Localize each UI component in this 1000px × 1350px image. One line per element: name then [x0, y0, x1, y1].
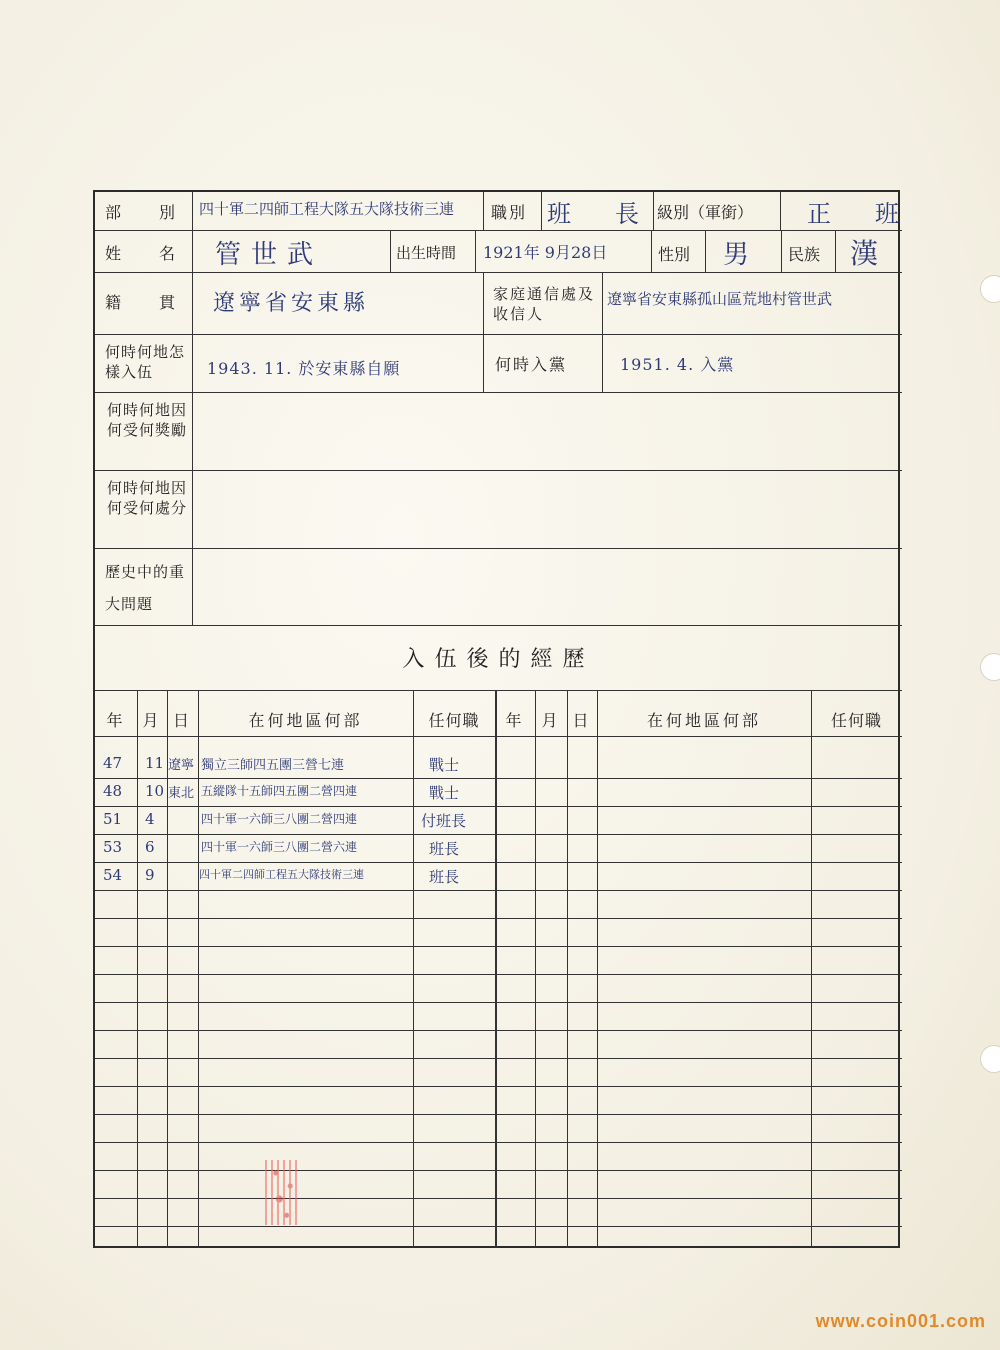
col-position-2: 任何職 — [830, 711, 882, 730]
section-title: 入伍後的經歷 — [402, 647, 595, 672]
row-year: 48 — [103, 782, 123, 800]
row-position: 戰士 — [429, 784, 460, 802]
rank-value: 正 班 — [807, 200, 909, 228]
punch-hole — [980, 653, 1000, 681]
row-place: 獨立三師四五團三營七連 — [201, 758, 345, 773]
row-day: 遼寧 — [168, 758, 195, 773]
sex-label: 性別 — [658, 245, 691, 264]
punish-label: 何時何地因何受何處分 — [106, 479, 187, 517]
row-month: 4 — [145, 810, 155, 828]
ethnic-value: 漢 — [850, 237, 889, 270]
contact-value: 遼寧省安東縣孤山區荒地村管世武 — [607, 290, 833, 308]
history-label: 歷史中的重大問題 — [105, 563, 186, 613]
row-position: 戰士 — [429, 756, 460, 774]
birth-value: 1921年 9月28日 — [483, 243, 608, 262]
table-row — [95, 862, 495, 892]
row-month: 6 — [145, 838, 155, 856]
table-row — [95, 834, 495, 864]
post-label: 職別 — [491, 203, 528, 222]
punch-hole — [980, 275, 1000, 303]
rank-label: 級別（軍銜） — [657, 203, 754, 222]
row-place: 四十軍一六師三八團二營六連 — [201, 840, 358, 854]
col-year: 年 — [106, 711, 126, 730]
col-day-2: 日 — [572, 711, 592, 730]
row-year: 47 — [103, 754, 123, 772]
personnel-form — [93, 190, 909, 1248]
enlist-label: 何時何地怎樣入伍 — [105, 343, 186, 381]
party-value: 1951. 4. 入黨 — [620, 355, 735, 374]
row-place: 四十軍一六師三八團二營四連 — [201, 812, 358, 826]
col-month: 月 — [142, 711, 162, 730]
contact-label: 家庭通信處及收信人 — [493, 285, 596, 323]
table-row — [95, 806, 495, 836]
sex-value: 男 — [723, 240, 760, 270]
row-year: 53 — [103, 838, 123, 856]
col-day: 日 — [172, 711, 192, 730]
red-seal-stamp — [265, 1160, 301, 1225]
col-position: 任何職 — [428, 711, 480, 730]
row-month: 10 — [145, 782, 165, 800]
col-month-2: 月 — [541, 711, 561, 730]
punch-hole — [980, 1045, 1000, 1073]
col-place-2: 在何地區何部 — [646, 711, 761, 730]
origin-value: 遼寧省安東縣 — [213, 291, 370, 316]
row-place: 五縱隊十五師四五團二營四連 — [201, 784, 358, 798]
row-place: 四十軍二四師工程五大隊技術三連 — [199, 868, 364, 881]
dept-label: 部 別 — [105, 203, 178, 222]
enlist-value: 1943. 11. 於安東縣自願 — [207, 359, 401, 378]
row-year: 51 — [103, 810, 123, 828]
col-year-2: 年 — [505, 711, 525, 730]
row-month: 11 — [145, 754, 165, 772]
name-label: 姓 名 — [105, 244, 178, 263]
table-row — [95, 778, 495, 808]
party-label: 何時入黨 — [495, 355, 568, 374]
row-position: 班長 — [429, 840, 460, 858]
origin-label: 籍 貫 — [105, 293, 178, 312]
name-value: 管世武 — [215, 240, 324, 270]
dept-value: 四十軍二四師工程大隊五大隊技術三連 — [199, 200, 455, 218]
ethnic-label: 民族 — [788, 245, 821, 264]
row-position: 班長 — [429, 868, 460, 886]
birth-label: 出生時間 — [396, 244, 457, 262]
table-row — [95, 750, 495, 780]
watermark: www.coin001.com — [815, 1311, 986, 1331]
row-month: 9 — [145, 866, 155, 884]
row-position: 付班長 — [421, 812, 467, 830]
post-value: 班 長 — [547, 200, 649, 228]
award-label: 何時何地因何受何獎勵 — [106, 401, 187, 439]
row-day: 東北 — [168, 786, 195, 801]
row-year: 54 — [103, 866, 123, 884]
col-place: 在何地區何部 — [248, 711, 363, 730]
